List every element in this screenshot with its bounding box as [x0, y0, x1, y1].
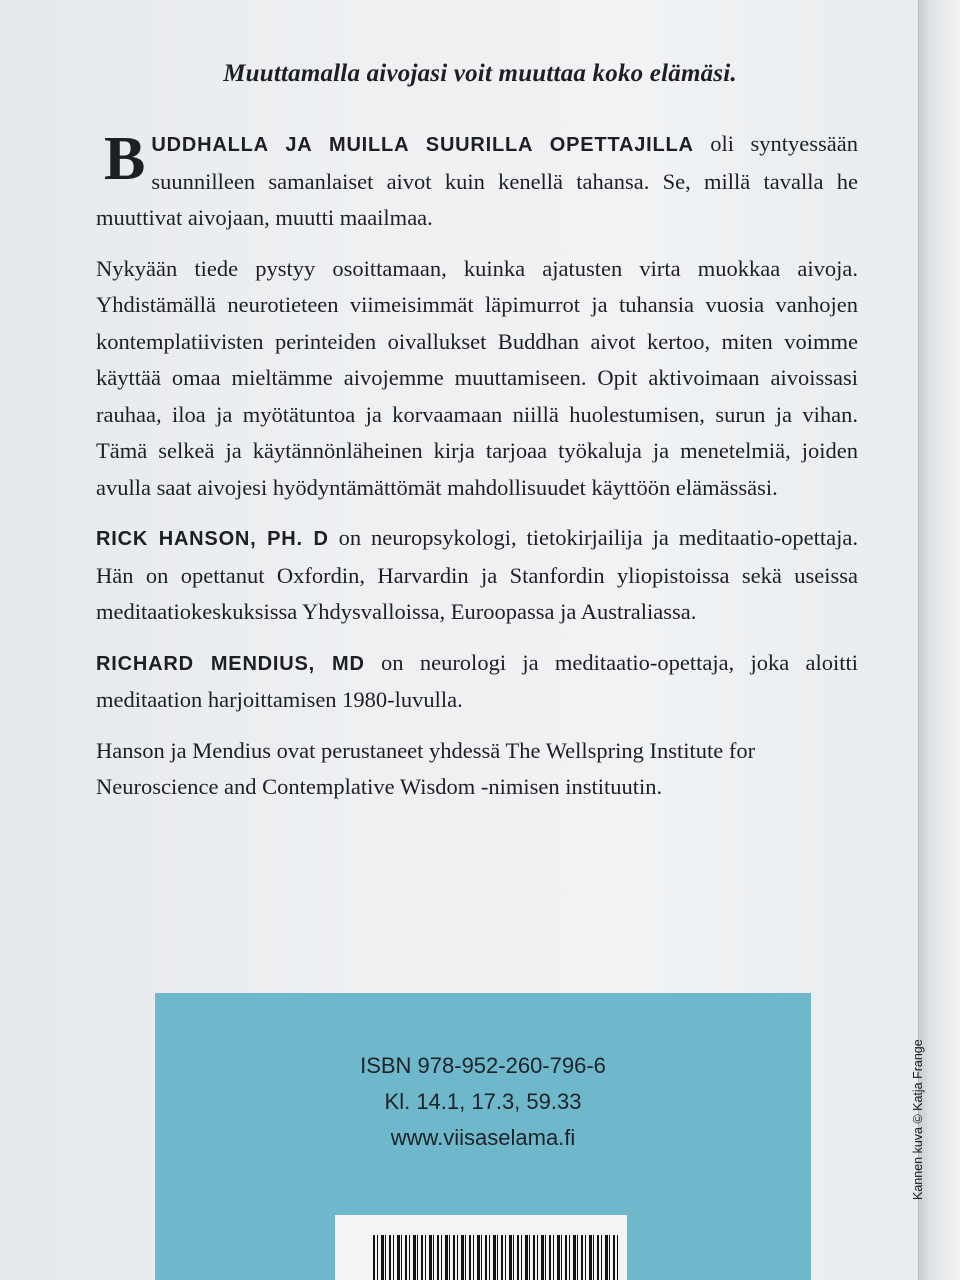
website-link[interactable]: www.viisaselama.fi: [390, 1125, 576, 1150]
author-1-paragraph: [96, 520, 858, 631]
intro-paragraph: [96, 126, 858, 237]
drop-cap: B: [104, 125, 146, 193]
author-2-name: RICHARD MENDIUS, MD: [96, 652, 365, 675]
intro-lead: UDDHALLA JA MUILLA SUURILLA OPETTAJILLA: [151, 134, 694, 156]
intro-rest: oli syntyessään suunnilleen samanlaiset aivot kuin kenellä tahansa. Se, millä tavalla he muuttivat aivojaan, muutti maailmaa.: [96, 131, 858, 230]
cover-body-text: [96, 126, 858, 820]
publication-info-box: [155, 993, 811, 1280]
author-2-bio: on neurologi ja meditaatio-opettaja, joka aloitti meditaation harjoittamisen 1980-luvulla.: [96, 649, 858, 712]
classification-text: Kl. 14.1, 17.3, 59.33: [384, 1089, 582, 1114]
description-paragraph: Nykyään tiede pystyy osoittamaan, kuinka ajatusten virta muokkaa aivoja. Yhdistämällä neurotieteen viimeisimmät läpimurrot ja tuhansia vuosia vanhojen kontemplatiivisten perinteiden oivallukset Buddhan aivot kertoo, miten voimme käyttää omaa mieltämme aivojemme muuttamiseen. Opit aktivoimaan aivoissasi rauhaa, iloa ja myötätuntoa ja korvaamaan niillä huolestumisen, surun ja vihan. Tämä selkeä ja käytännönläheinen kirja tarjoaa työkaluja ja menetelmiä, joiden avulla saat aivojesi hyödyntämättömät mahdollisuudet käyttöön elämässäsi.: [96, 255, 858, 500]
isbn-text: ISBN 978-952-260-796-6: [360, 1053, 606, 1078]
publication-info: [155, 1048, 811, 1156]
author-1-name: RICK HANSON, PH. D: [96, 528, 329, 550]
institute-paragraph: Hanson ja Mendius ovat perustaneet yhdessä The Wellspring Institute for Neuroscience and Contemplative Wisdom -nimisen instituutin.: [96, 737, 756, 799]
author-1-bio: on neuropsykologi, tietokirjailija ja meditaatio-opettaja. Hän on opettanut Oxfordin, Harvardin ja Stanfordin yliopistoissa sekä useissa meditaatiokeskuksissa Yhdysvalloissa, Euroopassa ja Australiassa.: [96, 525, 858, 624]
cover-image-credit: Kannen kuva © Katja Frange: [911, 1039, 925, 1200]
barcode: [335, 1215, 627, 1280]
barcode-lines: [373, 1235, 621, 1280]
tagline: Muuttamalla aivojasi voit muuttaa koko elämäsi.: [223, 60, 737, 87]
author-2-paragraph: [96, 645, 858, 719]
